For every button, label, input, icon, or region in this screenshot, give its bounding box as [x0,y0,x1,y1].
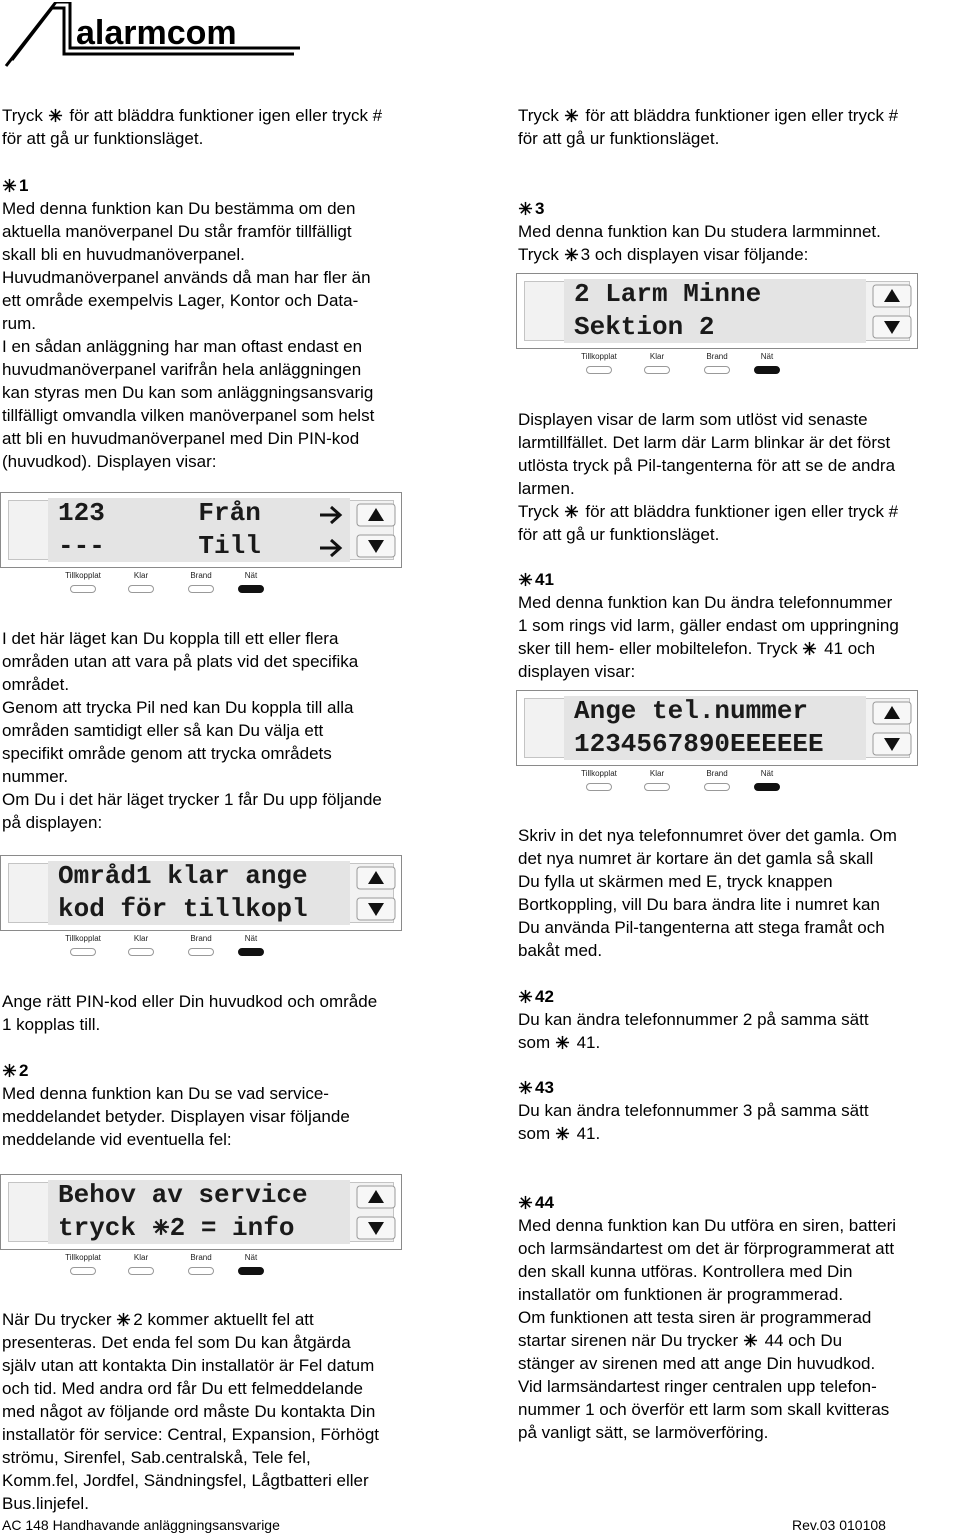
led-label: Tillkopplat [65,1253,101,1262]
lcd-line-1: Ange tel.nummer [574,696,809,726]
footer-doc-title: AC 148 Handhavande anläggningsansvarige [2,1517,280,1533]
section-1-text-3 [2,990,377,1036]
text-line: Tryck för att bläddra funktioner igen eller tryck # [518,502,899,521]
arrow-right-icon [318,537,344,559]
text-line: Tryck 3 och displayen visar följande: [518,245,809,264]
text-line: 1 som rings vid larm, gäller endast om uppringning [518,616,899,635]
section-1-heading: 1 [2,174,28,197]
arrow-down-button[interactable] [872,315,912,339]
led-label: Brand [190,1253,212,1262]
star-key-icon [555,1126,570,1141]
star-key-icon [518,1195,533,1210]
text-line: I en sådan anläggning har man oftast endast en [2,337,363,356]
section-3-heading: 3 [518,197,544,220]
led-indicator [70,1267,96,1275]
star-key-icon [564,247,579,262]
section-2-heading: 2 [2,1059,28,1082]
text-line: rum. [2,314,36,333]
led-indicator [238,585,264,593]
star-key-icon [2,1063,17,1078]
led-label: Brand [190,571,212,580]
arrow-right-icon [318,504,344,526]
text-line: meddelandet betyder. Displayen visar följande [2,1107,350,1126]
text-line: för att gå ur funktionsläget. [518,525,720,544]
led-indicator [644,366,670,374]
status-leds [66,934,366,962]
text-line: Ange rätt PIN-kod eller Din huvudkod och område [2,992,378,1011]
text-line: på displayen: [2,813,103,832]
led-3 [206,1253,296,1275]
section-2-text [2,1082,350,1151]
lcd-line-1: 2 Larm Minne [574,279,762,309]
text-line: som 41. [518,1124,601,1143]
text-line: bakåt med. [518,941,603,960]
arrow-down-button[interactable] [356,1216,396,1240]
star-key-icon [116,1312,131,1327]
text-line: själv utan att kontakta Din installatör är Fel datum [2,1356,375,1375]
status-leds [582,769,882,797]
led-label: Klar [133,1253,149,1262]
led-label: Klar [649,352,665,361]
star-key-icon [2,178,17,193]
text-line: Om Du i det här läget trycker 1 får Du upp följande [2,790,382,809]
led-label: Brand [706,352,728,361]
text-line: på vanligt sätt, se larmöverföring. [518,1423,769,1442]
text-line: stänger av sirenen med att ange Din huvudkod. [518,1354,876,1373]
led-indicator [70,948,96,956]
arrow-up-button[interactable] [356,866,396,890]
text-line: tillfälligt omvandla vilken manöverpanel som helst [2,406,375,425]
section-3-text-2 [518,408,898,546]
keypad-display-panel [0,492,402,600]
text-line: Vid larmsändartest ringer centralen upp telefon- [518,1377,877,1396]
section-43-heading: 43 [518,1076,554,1099]
star-key-icon [518,572,533,587]
lcd-line-2: kod för tillkopl [58,894,308,924]
section-1-text [2,197,374,473]
text-line: och tid. Med andra ord får Du ett felmeddelande [2,1379,363,1398]
led-label: Nät [244,1253,258,1262]
text-line: Om funktionen att testa siren är programmerad [518,1308,872,1327]
arrow-down-button[interactable] [356,534,396,558]
led-label: Nät [244,934,258,943]
led-label: Nät [244,571,258,580]
led-label: Brand [706,769,728,778]
footer-revision: Rev.03 010108 [792,1517,886,1533]
led-indicator [238,1267,264,1275]
arrow-up-button[interactable] [356,1185,396,1209]
text-line: områden utan att vara på plats vid det specifika [2,652,359,671]
intro-text-right [518,104,898,150]
lcd-line-2: Sektion 2 [574,312,715,342]
lcd-line-2: 1234567890EEEEEE [574,729,824,759]
text-line: och larmsändartest om det är förprogrammerat att [518,1239,895,1258]
status-leds [66,571,366,599]
section-2-text-2 [2,1308,379,1515]
text-line: larmtillfället. Det larm där Larm blinkar är det först [518,433,891,452]
led-label: Tillkopplat [65,571,101,580]
star-key-icon [564,504,579,519]
text-line: I det här läget kan Du koppla till ett eller flera [2,629,339,648]
led-indicator [128,1267,154,1275]
text-line: Genom att trycka Pil ned kan Du koppla till alla [2,698,354,717]
section-42-heading: 42 [518,985,554,1008]
text-line: för att gå ur funktionsläget. [518,129,720,148]
keypad-display-panel [0,1174,402,1282]
section-41-heading: 41 [518,568,554,591]
lcd-line-2: --- Till [58,531,261,561]
alarmcom-logo [4,2,304,68]
text-line: meddelande vid eventuella fel: [2,1130,232,1149]
led-indicator [238,948,264,956]
text-line: som 41. [518,1033,601,1052]
lcd-line-1: Områd1 klar ange [58,861,308,891]
text-line: Du använda Pil-tangenterna att stega framåt och [518,918,885,937]
keypad-display-panel [516,273,918,381]
section-42-text [518,1008,869,1054]
section-44-text [518,1214,896,1444]
led-3 [206,934,296,956]
lcd-line-1: 123 Från [58,498,261,528]
keypad-display-panel [0,855,402,963]
text-line: installatör för service: Central, Expansion, Förhögt [2,1425,380,1444]
led-label: Tillkopplat [65,934,101,943]
text-line: Huvudmanöverpanel används då man har fler än [2,268,371,287]
lcd-line-2: tryck 2 = info [58,1213,295,1243]
star-key-icon [743,1333,758,1348]
star-key-icon [518,1080,533,1095]
star-key-icon [518,201,533,216]
text-line: att bli en huvudmanöverpanel med Din PIN-kod [2,429,360,448]
star-key-icon [48,108,63,123]
led-label: Tillkopplat [581,352,617,361]
arrow-down-button[interactable] [872,732,912,756]
text-line: specifikt område genom att trycka områdets [2,744,332,763]
text-line: aktuella manöverpanel Du står framför tillfälligt [2,222,352,241]
arrow-up-button[interactable] [872,701,912,725]
text-line: Du kan ändra telefonnummer 3 på samma sätt [518,1101,869,1120]
text-line: Med denna funktion kan Du se vad service- [2,1084,329,1103]
led-indicator [754,783,780,791]
led-indicator [70,585,96,593]
text-line: Du fylla ut skärmen med E, tryck knappen [518,872,833,891]
text-line: skall bli en huvudmanöverpanel. [2,245,245,264]
text-line: displayen visar: [518,662,636,681]
text-line: Bus.linjefel. [2,1494,89,1513]
text-line: sker till hem- eller mobiltelefon. Tryck 41 och [518,639,876,658]
star-key-icon [555,1035,570,1050]
led-indicator [128,948,154,956]
arrow-up-button[interactable] [356,503,396,527]
led-label: Brand [190,934,212,943]
led-label: Nät [760,769,774,778]
section-44-heading: 44 [518,1191,554,1214]
text-line: Med denna funktion kan Du bestämma om den [2,199,356,218]
status-leds [582,352,882,380]
text-line: områden samtidigt eller så kan Du välja ett [2,721,324,740]
text-line: larmen. [518,479,575,498]
star-key-icon [564,108,579,123]
lcd-line-1: Behov av service [58,1180,308,1210]
text-line: strömu, Sirenfel, Sab.centralskå, Tele fel, [2,1448,311,1467]
text-line: Med denna funktion kan Du utföra en siren, batteri [518,1216,897,1235]
star-key-icon [802,641,817,656]
text-line: med något av följande ord måste Du kontakta Din [2,1402,376,1421]
section-1-text-2 [2,627,382,834]
text-line: det nya numret är kortare än det gamla så skall [518,849,874,868]
text-line: Tryck för att bläddra funktioner igen eller tryck # [2,106,383,125]
led-indicator [586,366,612,374]
led-indicator [644,783,670,791]
text-line: nummer. [2,767,69,786]
led-indicator [586,783,612,791]
arrow-down-button[interactable] [356,897,396,921]
led-label: Klar [649,769,665,778]
led-label: Tillkopplat [581,769,617,778]
status-leds [66,1253,366,1281]
led-indicator [128,585,154,593]
text-line: utlösta tryck på Pil-tangenterna för att se de andra [518,456,896,475]
text-line: startar sirenen när Du trycker 44 och Du [518,1331,843,1350]
text-line: Med denna funktion kan Du studera larmminnet. [518,222,881,241]
text-line: Komm.fel, Jordfel, Sändningsfel, Lågtbatteri eller [2,1471,369,1490]
led-label: Nät [760,352,774,361]
text-line: huvudmanöverpanel varifrån hela anläggningen [2,360,362,379]
led-3 [206,571,296,593]
text-line: kan styras men Du kan som anläggningsansvarig [2,383,374,402]
text-line: nummer 1 och överför ett larm som skall kvitteras [518,1400,890,1419]
section-3-text [518,220,881,266]
text-line: Med denna funktion kan Du ändra telefonnummer [518,593,893,612]
keypad-display-panel [516,690,918,798]
text-line: När Du trycker 2 kommer aktuellt fel att [2,1310,314,1329]
text-line: (huvudkod). Displayen visar: [2,452,217,471]
intro-text [2,104,382,150]
text-line: ett område exempelvis Lager, Kontor och Data- [2,291,359,310]
arrow-up-button[interactable] [872,284,912,308]
text-line: den skall kunna utföras. Kontrollera med Din [518,1262,853,1281]
svg-text:alarmcom: alarmcom [76,14,237,52]
section-41-text [518,591,899,683]
text-line: för att gå ur funktionsläget. [2,129,204,148]
text-line: Displayen visar de larm som utlöst vid senaste [518,410,868,429]
led-label: Klar [133,571,149,580]
text-line: installatör om funktionen är programmerad. [518,1285,844,1304]
led-3 [722,352,812,374]
led-indicator [754,366,780,374]
led-label: Klar [133,934,149,943]
star-key-icon [152,1218,170,1236]
text-line: Bortkoppling, vill Du bara ändra lite i numret kan [518,895,880,914]
text-line: området. [2,675,70,694]
text-line: Du kan ändra telefonnummer 2 på samma sätt [518,1010,869,1029]
text-line: Tryck för att bläddra funktioner igen eller tryck # [518,106,899,125]
star-key-icon [518,989,533,1004]
text-line: 1 kopplas till. [2,1015,101,1034]
text-line: Skriv in det nya telefonnumret över det gamla. Om [518,826,897,845]
led-3 [722,769,812,791]
text-line: presenteras. Det enda fel som Du kan åtgärda [2,1333,351,1352]
section-43-text [518,1099,869,1145]
section-41-text-2 [518,824,897,962]
